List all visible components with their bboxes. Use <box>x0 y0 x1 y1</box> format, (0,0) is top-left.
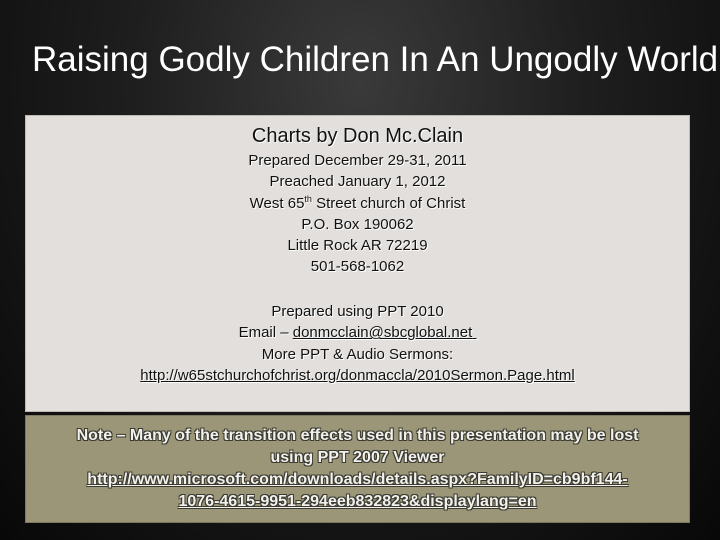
slide-title: Raising Godly Children In An Ungodly World <box>32 40 719 79</box>
phone-number: 501-568-1062 <box>310 258 405 276</box>
contact-block <box>26 301 689 386</box>
preached-date: Preached January 1, 2012 <box>269 173 446 191</box>
church-name-ordinal: th <box>304 193 312 204</box>
note-text-line-1: Note – Many of the transition effects used in this presentation may be lost <box>76 427 639 444</box>
email-link[interactable]: donmcclain@sbcglobal.net <box>292 324 473 342</box>
city-state-zip: Little Rock AR 72219 <box>287 237 428 255</box>
info-box <box>25 115 690 412</box>
note-text-line-2: using PPT 2007 Viewer <box>270 449 445 466</box>
prepared-using: Prepared using PPT 2010 <box>271 303 444 320</box>
sermon-details <box>26 150 689 278</box>
church-name <box>26 193 689 214</box>
email-line <box>26 322 689 343</box>
download-link-line-1[interactable]: http://www.microsoft.com/downloads/details.aspx?FamilyID=cb9bf144- <box>87 471 628 488</box>
note-box <box>25 415 690 523</box>
charts-by-heading: Charts by Don Mc.Clain <box>251 125 464 147</box>
prepared-date: Prepared December 29-31, 2011 <box>248 152 467 169</box>
email-link-trailing-space <box>472 324 476 341</box>
church-name-prefix: West 65 <box>249 194 305 212</box>
download-link-line-2[interactable]: 1076-4615-9951-294eeb832823&displaylang=en <box>178 493 537 510</box>
sermons-link[interactable]: http://w65stchurchofchrist.org/donmaccla/2010Sermon.Page.html <box>140 366 575 384</box>
po-box: P.O. Box 190062 <box>301 215 414 233</box>
church-name-suffix: Street church of Christ <box>311 194 466 212</box>
email-label: Email – <box>238 324 293 342</box>
more-sermons-label: More PPT & Audio Sermons: <box>261 345 454 363</box>
